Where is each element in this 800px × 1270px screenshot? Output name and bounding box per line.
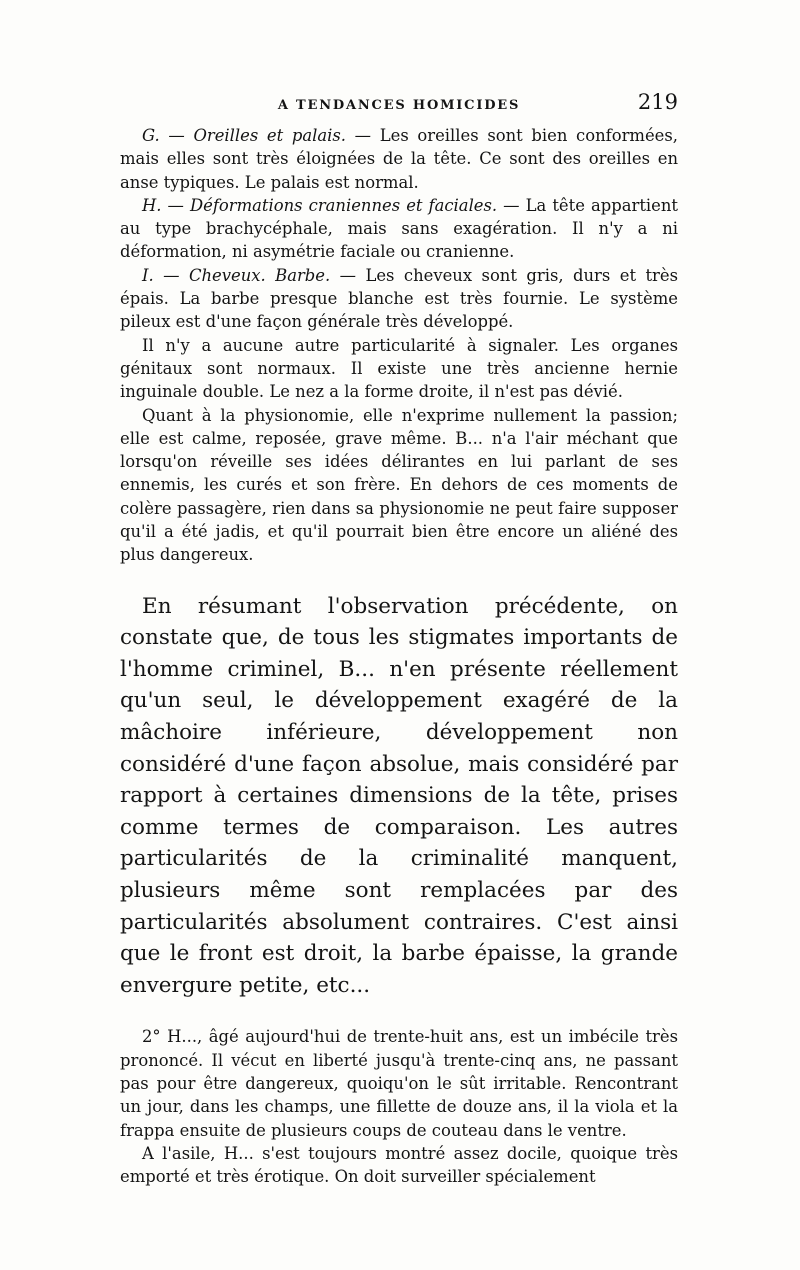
book-page xyxy=(120,90,678,1188)
paragraph-summary: En résumant l'observation précédente, on constate que, de tous les stigmates importants de l'homme criminel, B... n'en présente réellement qu'un seul, le développement exagéré de la mâchoire inférieure, développement non considéré d'une façon absolue, mais considéré par rapport à certaines dimensions de la tête, prises comme termes de comparaison. Les autres particularités de la criminalité manquent, plusieurs même sont remplacées par des particularités absolument contraires. C'est ainsi que le front est droit, la barbe épaisse, la grande envergure petite, etc... xyxy=(120,593,678,998)
section-h xyxy=(120,194,678,264)
section-h-label: H. — Déformations craniennes et faciales. — xyxy=(142,195,520,215)
page-number: 219 xyxy=(637,90,678,114)
paragraph-asylum: A l'asile, H... s'est toujours montré assez docile, quoique très emporté et très érotique. On doit surveiller spécialement xyxy=(120,1143,678,1187)
section-g-text: Les oreilles sont bien conformées, mais elles sont très éloignées de la tête. Ce sont des oreilles en anse typiques. Le palais est normal. xyxy=(120,126,678,192)
section-h-text: La tête appartient au type brachycéphale, mais sans exagération. Il n'y a ni déformation, ni asymétrie faciale ou cranienne. xyxy=(120,195,678,262)
section-g-label: G. — Oreilles et palais. — xyxy=(142,126,372,145)
section-g xyxy=(120,124,678,194)
observation-details xyxy=(120,124,678,567)
section-i xyxy=(120,264,678,334)
case-two-block xyxy=(120,1025,678,1188)
running-title: A TENDANCES HOMICIDES xyxy=(277,98,521,113)
paragraph-physiognomy: Quant à la physionomie, elle n'exprime nullement la passion; elle est calme, reposée, grave même. B... n'a l'air méchant que lorsqu'on réveille ses idées délirantes en lui parlant de ses ennemis, les curés et son frère. En dehors de ces moments de colère passagère, rien dans sa physionomie ne peut faire supposer qu'il a été jadis, et qu'il pourrait bien être encore un aliéné des plus dangereux. xyxy=(120,405,678,565)
paragraph-no-other: Il n'y a aucune autre particularité à signaler. Les organes génitaux sont normaux. Il existe une très ancienne hernie inguinale double. Le nez a la forme droite, il n'est pas dévié. xyxy=(120,335,678,402)
section-i-label: I. — Cheveux. Barbe. — xyxy=(142,265,357,285)
paragraph-case-2: 2° H..., âgé aujourd'hui de trente-huit ans, est un imbécile très prononcé. Il vécut en liberté jusqu'à trente-cinq ans, ne passant pas pour être dangereux, quoiqu'on le sût irritable. Rencontrant un jour, dans les champs, une fillette de douze ans, il la viola et la frappa ensuite de plusieurs coups de couteau dans le ventre. xyxy=(120,1027,678,1140)
page-header xyxy=(120,90,678,124)
section-i-text: Les cheveux sont gris, durs et très épais. La barbe presque blanche est très fournie. Le système pileux est d'une façon générale très développé. xyxy=(120,265,678,332)
summary-block xyxy=(120,591,678,1002)
